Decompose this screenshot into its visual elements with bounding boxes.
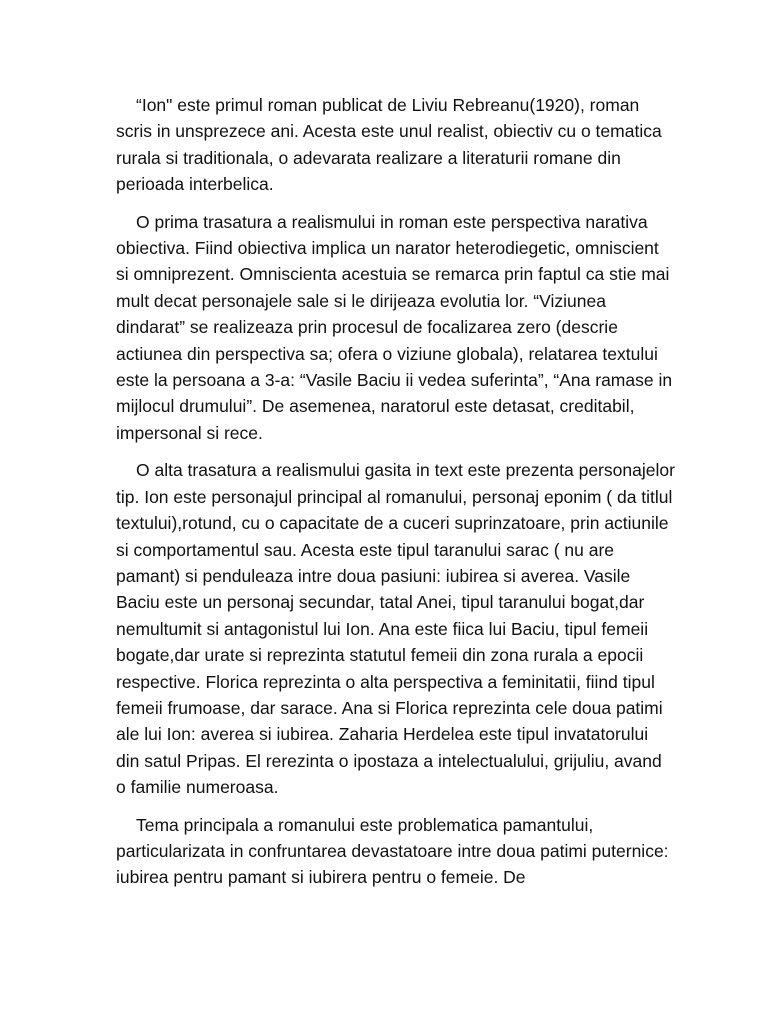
document-body: [116, 92, 676, 891]
paragraph-character-types: O alta trasatura a realismului gasita in text este prezenta personajelor tip. Ion este personajul principal al romanului, personaj eponim ( da titlul textului),rotund, cu o capacitate de a cuceri suprinzatoare, prin actiunile si comportamentul sau. Acesta este tipul taranului sarac ( nu are pamant) si penduleaza intre doua pasiuni: iubirea si averea. Vasile Baciu este un personaj secundar, tatal Anei, tipul taranului bogat,dar nemultumit si antagonistul lui Ion. Ana este fiica lui Baciu, tipul femeii bogate,dar urate si reprezinta statutul femeii din zona rurala a epocii respective. Florica reprezinta o alta perspectiva a feminitatii, fiind tipul femeii frumoase, dar sarace. Ana si Florica reprezinta cele doua patimi ale lui Ion: averea si iubirea. Zaharia Herdelea este tipul invatatorului din satul Pripas. El rerezinta o ipostaza a intelectualului, grijuliu, avand o familie numeroasa.: [116, 460, 675, 798]
paragraph-narrative-perspective: O prima trasatura a realismului in roman este perspectiva narativa obiectiva. Fiind obiectiva implica un narator heterodiegetic, omniscient si omniprezent. Omniscienta acestuia se remarca prin faptul ca stie mai mult decat personajele sale si le dirijeaza evolutia lor. “Viziunea dindarat” se realizeaza prin procesul de focalizarea zero (descrie actiunea din perspectiva sa; ofera o viziune globala), relatarea textului este la persoana a 3-a: “Vasile Baciu ii vedea suferinta”, “Ana ramase in mijlocul drumului”. De asemenea, naratorul este detasat, creditabil, impersonal si rece.: [116, 211, 673, 443]
paragraph-main-theme: Tema principala a romanului este problematica pamantului, particularizata in confruntarea devastatoare intre doua patimi puternice: iubirea pentru pamant si iubirera pentru o femeie. De: [116, 814, 669, 888]
paragraph-intro: “Ion" este primul roman publicat de Liviu Rebreanu(1920), roman scris in unsprezece ani. Acesta este unul realist, obiectiv cu o tematica rurala si traditionala, o adevarata realizare a literaturii romane din perioada interbelica.: [116, 95, 662, 195]
